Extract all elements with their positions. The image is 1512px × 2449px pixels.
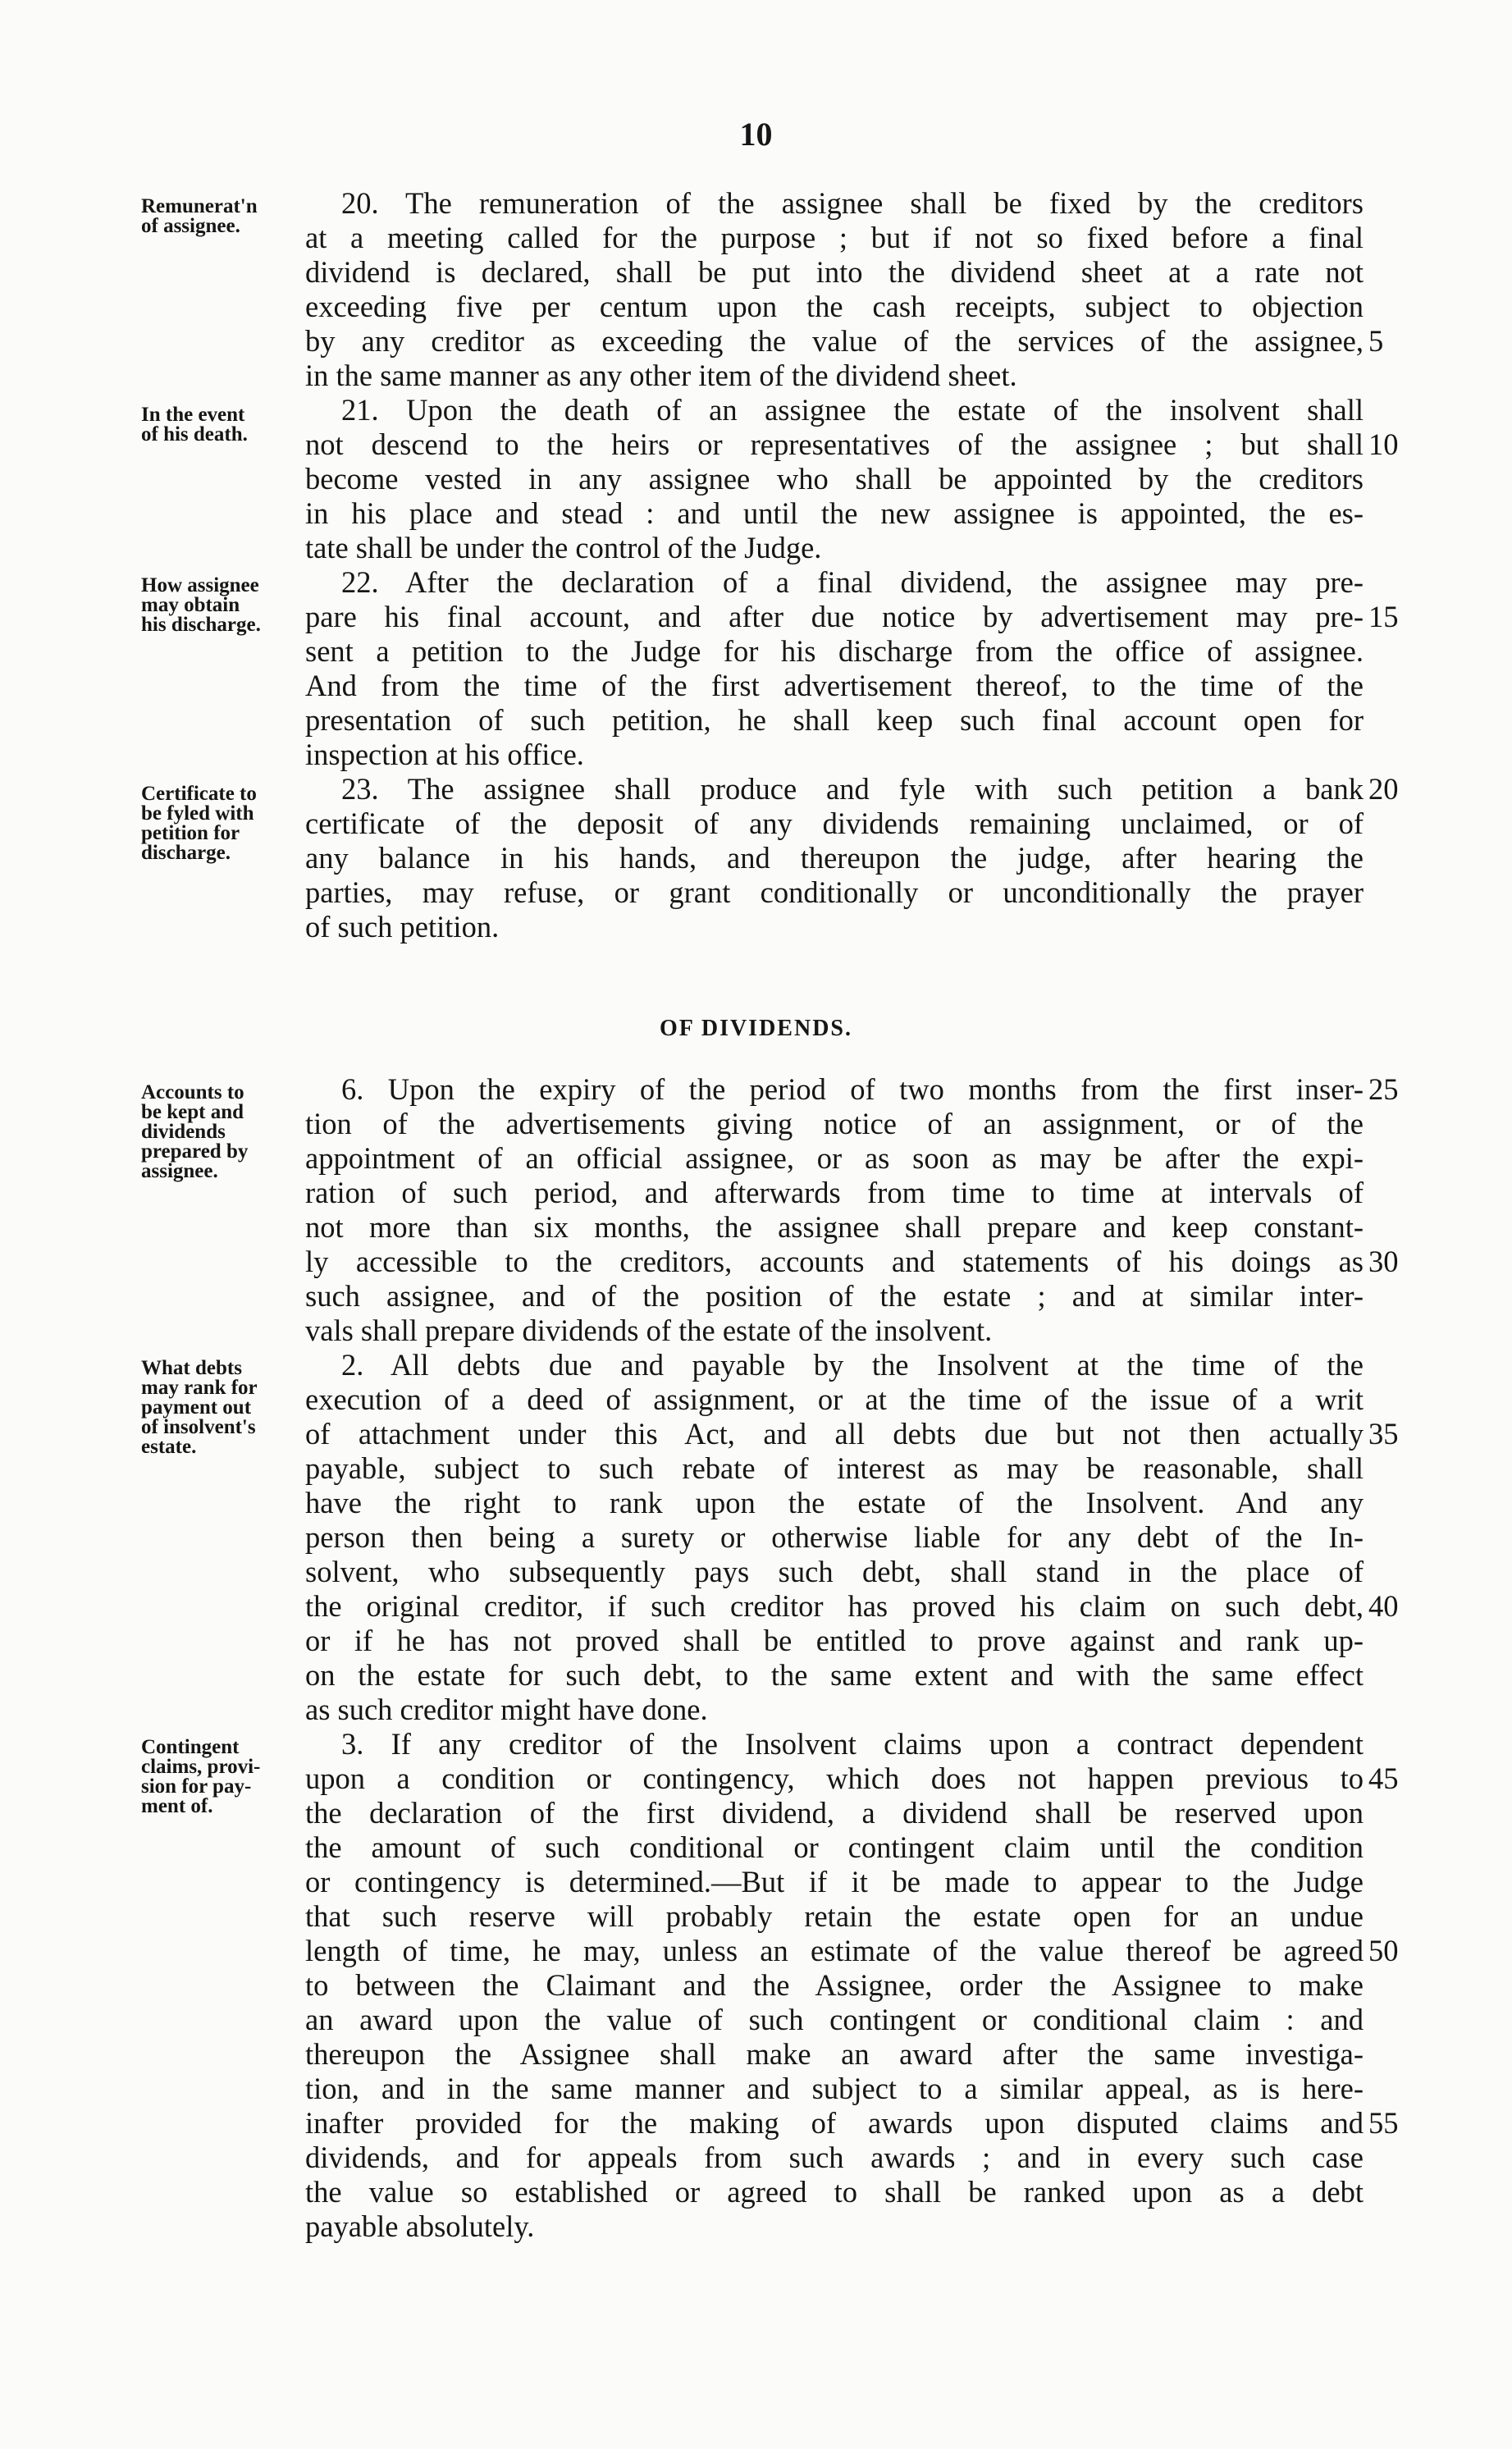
margin-note-line: of insolvent's [141, 1416, 256, 1438]
line-number: 35 [1368, 1417, 1399, 1451]
line-number: 30 [1368, 1245, 1399, 1278]
text-line: parties, may refuse, or grant conditionally or unconditionally the prayer [305, 876, 1364, 909]
text-line: not descend to the heirs or representatives of the assignee ; but shall [305, 428, 1364, 461]
margin-note-line: petition for [141, 822, 240, 844]
line-number: 50 [1368, 1934, 1399, 1967]
text-line: any balance in his hands, and thereupon the judge, after hearing the [305, 842, 1364, 875]
margin-note-death [141, 405, 305, 445]
line-number: 5 [1368, 324, 1384, 358]
text-line: on the estate for such debt, to the same extent and with the same effect [305, 1659, 1364, 1692]
margin-note-line: What debts [141, 1357, 242, 1379]
margin-note-remuneration [141, 197, 305, 236]
line-number: 10 [1368, 427, 1399, 461]
text-line: vals shall prepare dividends of the estate of the insolvent. [305, 1314, 993, 1347]
margin-note-contingent [141, 1738, 305, 1816]
text-line: that such reserve will probably retain the estate open for an undue [305, 1900, 1364, 1933]
text-line: or contingency is determined.—But if it be made to appear to the Judge [305, 1866, 1364, 1898]
text-line: dividend is declared, shall be put into the dividend sheet at a rate not [305, 256, 1364, 289]
margin-note-line: of his death. [141, 423, 248, 445]
line-number: 40 [1368, 1589, 1399, 1623]
section-heading: OF DIVIDENDS. [660, 1016, 852, 1041]
text-line: 23. The assignee shall produce and fyle with such petition a bank [341, 773, 1364, 806]
margin-note-line: How assignee [141, 574, 259, 596]
margin-note-line: may obtain [141, 594, 240, 616]
text-line: 22. After the declaration of a final dividend, the assignee may pre- [341, 566, 1364, 599]
text-line: certificate of the deposit of any dividends remaining unclaimed, or of [305, 807, 1364, 840]
margin-note-line: his discharge. [141, 614, 261, 636]
text-line: thereupon the Assignee shall make an award after the same investiga- [305, 2038, 1364, 2071]
margin-note-line: In the event [141, 404, 245, 426]
margin-note-line: dividends [141, 1121, 226, 1143]
text-line: solvent, who subsequently pays such debt, shall stand in the place of [305, 1556, 1364, 1588]
line-number: 45 [1368, 1761, 1399, 1795]
text-line: 3. If any creditor of the Insolvent claims upon a contract dependent [341, 1728, 1364, 1761]
text-line: of attachment under this Act, and all debts due but not then actually [305, 1418, 1364, 1451]
margin-note-line: sion for pay- [141, 1775, 252, 1798]
text-line: tate shall be under the control of the Judge. [305, 531, 822, 564]
text-line: appointment of an official assignee, or as soon as may be after the expi- [305, 1142, 1364, 1175]
margin-note-line: Remunerat'n [141, 195, 258, 217]
line-number: 55 [1368, 2106, 1399, 2140]
margin-note-line: claims, provi- [141, 1756, 261, 1778]
margin-note-line: assignee. [141, 1160, 218, 1182]
line-number: 15 [1368, 600, 1399, 633]
text-line: the declaration of the first dividend, a dividend shall be reserved upon [305, 1797, 1364, 1830]
text-line: in the same manner as any other item of the dividend sheet. [305, 359, 1017, 392]
margin-note-debts [141, 1359, 305, 1457]
text-line: such assignee, and of the position of the estate ; and at similar inter- [305, 1280, 1364, 1313]
text-line: the original creditor, if such creditor has proved his claim on such debt, [305, 1590, 1364, 1623]
margin-note-line: may rank for [141, 1377, 258, 1399]
text-line: by any creditor as exceeding the value of the services of the assignee, [305, 325, 1364, 358]
margin-note-line: Contingent [141, 1736, 240, 1758]
margin-note-line: discharge. [141, 842, 231, 864]
text-line: And from the time of the first advertisement thereof, to the time of the [305, 669, 1364, 702]
text-line: 6. Upon the expiry of the period of two months from the first inser- [341, 1073, 1364, 1106]
text-line: ration of such period, and afterwards from time to time at intervals of [305, 1177, 1364, 1209]
margin-note-line: be kept and [141, 1101, 244, 1123]
text-line: 21. Upon the death of an assignee the estate of the insolvent shall [341, 394, 1364, 427]
text-line: exceeding five per centum upon the cash receipts, subject to objection [305, 290, 1364, 323]
text-line: length of time, he may, unless an estimate of the value thereof be agreed [305, 1935, 1364, 1967]
text-line: to between the Claimant and the Assignee, order the Assignee to make [305, 1969, 1364, 2002]
text-line: not more than six months, the assignee shall prepare and keep constant- [305, 1211, 1364, 1244]
text-line: the value so established or agreed to shall be ranked upon as a debt [305, 2176, 1364, 2209]
text-line: upon a condition or contingency, which does not happen previous to [305, 1762, 1364, 1795]
margin-note-line: be fyled with [141, 802, 254, 825]
margin-note-certificate [141, 784, 305, 863]
line-number: 25 [1368, 1072, 1399, 1106]
margin-note-line: Certificate to [141, 783, 257, 805]
text-line: at a meeting called for the purpose ; but if not so fixed before a final [305, 222, 1364, 254]
page-number: 10 [739, 116, 773, 153]
margin-note-discharge [141, 576, 305, 635]
text-line: inafter provided for the making of awards upon disputed claims and [305, 2107, 1364, 2140]
text-line: pare his final account, and after due notice by advertisement may pre- [305, 601, 1364, 633]
text-line: an award upon the value of such contingent or conditional claim : and [305, 2004, 1364, 2036]
text-line: sent a petition to the Judge for his discharge from the office of assignee. [305, 635, 1364, 668]
text-line: become vested in any assignee who shall be appointed by the creditors [305, 463, 1364, 496]
text-line: presentation of such petition, he shall keep such final account open for [305, 704, 1364, 737]
text-line: the amount of such conditional or contingent claim until the condition [305, 1831, 1364, 1864]
text-line: dividends, and for appeals from such awards ; and in every such case [305, 2141, 1364, 2174]
text-line: person then being a surety or otherwise liable for any debt of the In- [305, 1521, 1364, 1554]
text-line: 20. The remuneration of the assignee shall be fixed by the creditors [341, 187, 1364, 220]
text-line: have the right to rank upon the estate of the Insolvent. And any [305, 1487, 1364, 1519]
text-line: tion, and in the same manner and subject to a similar appeal, as is here- [305, 2072, 1364, 2105]
text-line: or if he has not proved shall be entitled to prove against and rank up- [305, 1624, 1364, 1657]
margin-note-line: ment of. [141, 1795, 213, 1817]
text-line: tion of the advertisements giving notice of an assignment, or of the [305, 1108, 1364, 1140]
text-line: payable, subject to such rebate of interest as may be reasonable, shall [305, 1452, 1364, 1485]
margin-note-line: payment out [141, 1396, 252, 1419]
margin-note-line: Accounts to [141, 1081, 244, 1103]
text-line: execution of a deed of assignment, or at the time of the issue of a writ [305, 1383, 1364, 1416]
line-number: 20 [1368, 772, 1399, 806]
margin-note-line: of assignee. [141, 215, 240, 237]
text-line: as such creditor might have done. [305, 1693, 708, 1726]
margin-note-line: prepared by [141, 1140, 249, 1163]
text-line: inspection at his office. [305, 738, 584, 771]
margin-note-line: estate. [141, 1436, 197, 1458]
text-line: 2. All debts due and payable by the Insolvent at the time of the [341, 1349, 1364, 1382]
text-line: in his place and stead : and until the new assignee is appointed, the es- [305, 497, 1364, 530]
text-line: of such petition. [305, 910, 500, 944]
text-line: ly accessible to the creditors, accounts and statements of his doings as [305, 1245, 1364, 1278]
text-line: payable absolutely. [305, 2209, 535, 2243]
margin-note-accounts [141, 1083, 305, 1181]
